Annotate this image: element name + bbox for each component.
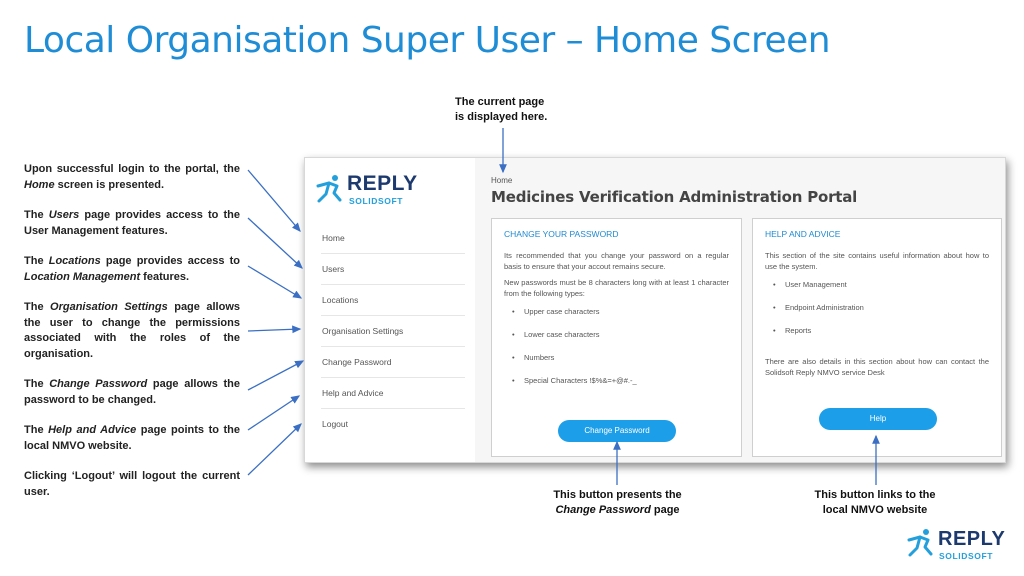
change-password-button-note-line-2: Change Password page <box>555 504 680 516</box>
left-notes <box>24 162 240 515</box>
list-item: • Lower case characters <box>504 330 729 353</box>
menu-item-organisation-settings[interactable]: Organisation Settings <box>321 316 465 347</box>
list-item: • Upper case characters <box>504 307 729 330</box>
portal-sidebar <box>305 158 475 462</box>
note-logout: Clicking ‘Logout’ will logout the current user. <box>24 470 240 498</box>
arrow-to-logout <box>248 424 301 475</box>
list-item: • Reports <box>765 326 989 349</box>
portal-title: Medicines Verification Administration Portal <box>491 188 858 206</box>
list-item: • User Management <box>765 280 989 303</box>
footer-reply-logo <box>906 524 1006 566</box>
change-password-button-note-line-1: This button presents the <box>553 489 682 501</box>
menu-item-home[interactable]: Home <box>321 223 465 254</box>
change-password-button-note <box>540 488 695 518</box>
menu-item-help-and-advice[interactable]: Help and Advice <box>321 378 465 409</box>
current-page-note <box>455 95 565 125</box>
help-button-note-line-1: This button links to the <box>814 489 936 501</box>
change-password-button[interactable]: Change Password <box>558 420 676 442</box>
arrow-to-change-password <box>248 361 303 390</box>
help-text-1: This section of the site contains useful information about how to use the system. <box>765 251 989 271</box>
note-locations: The Locations page provides access to Location Management features. <box>24 255 240 283</box>
menu-item-users[interactable]: Users <box>321 254 465 285</box>
change-password-text-2: New passwords must be 8 characters long with at least 1 character from the following types: <box>504 278 729 298</box>
note-help-and-advice: The Help and Advice page points to the local NMVO website. <box>24 424 240 452</box>
note-home: Upon successful login to the portal, the Home screen is presented. <box>24 163 240 191</box>
list-item: • Special Characters !$%&=+@#.-_ <box>504 376 729 399</box>
arrow-to-organisation-settings <box>248 329 300 331</box>
help-button-note-line-2: local NMVO website <box>822 504 928 516</box>
help-button[interactable]: Help <box>819 408 937 430</box>
runner-icon <box>315 174 345 204</box>
help-panel <box>752 218 1002 457</box>
change-password-text-1: Its recommended that you change your password on a regular basis to ensure that your accout remains secure. <box>504 251 729 271</box>
brand-sub: SOLIDSOFT <box>939 551 994 561</box>
portal-menu <box>321 223 465 440</box>
change-password-panel <box>491 218 742 457</box>
change-password-heading: CHANGE YOUR PASSWORD <box>504 229 619 239</box>
arrow-to-locations <box>248 266 301 298</box>
brand-word: REPLY <box>938 528 1006 550</box>
reply-solidsoft-logo <box>315 170 425 210</box>
arrow-to-users <box>248 218 302 268</box>
logo-word: REPLY <box>347 172 418 195</box>
current-page-note-line-2: is displayed here. <box>455 111 548 123</box>
breadcrumb: Home <box>491 176 513 185</box>
note-users: The Users page provides access to the User Management features. <box>24 209 240 237</box>
portal-main <box>475 158 1005 462</box>
list-item: • Endpoint Administration <box>765 303 989 326</box>
help-heading: HELP AND ADVICE <box>765 229 841 239</box>
note-change-password: The Change Password page allows the password to be changed. <box>24 378 240 406</box>
arrow-to-home <box>248 170 300 231</box>
password-rules-list <box>504 307 729 399</box>
menu-item-change-password[interactable]: Change Password <box>321 347 465 378</box>
current-page-note-line-1: The current page <box>455 96 545 108</box>
runner-icon <box>906 526 936 560</box>
arrow-to-help-and-advice <box>248 396 299 430</box>
list-item: • Numbers <box>504 353 729 376</box>
logo-sub: SOLIDSOFT <box>349 196 404 206</box>
menu-item-locations[interactable]: Locations <box>321 285 465 316</box>
help-topics-list <box>765 280 989 349</box>
help-text-2: There are also details in this section about how can contact the Solidsoft Reply NMVO service Desk <box>765 357 989 377</box>
menu-item-logout[interactable]: Logout <box>322 419 348 429</box>
help-button-note <box>795 488 955 518</box>
portal-screenshot <box>304 157 1006 463</box>
slide-title: Local Organisation Super User – Home Screen <box>24 20 831 61</box>
note-organisation-settings: The Organisation Settings page allows the user to change the permissions associated with the roles of the organisation. <box>24 301 240 360</box>
